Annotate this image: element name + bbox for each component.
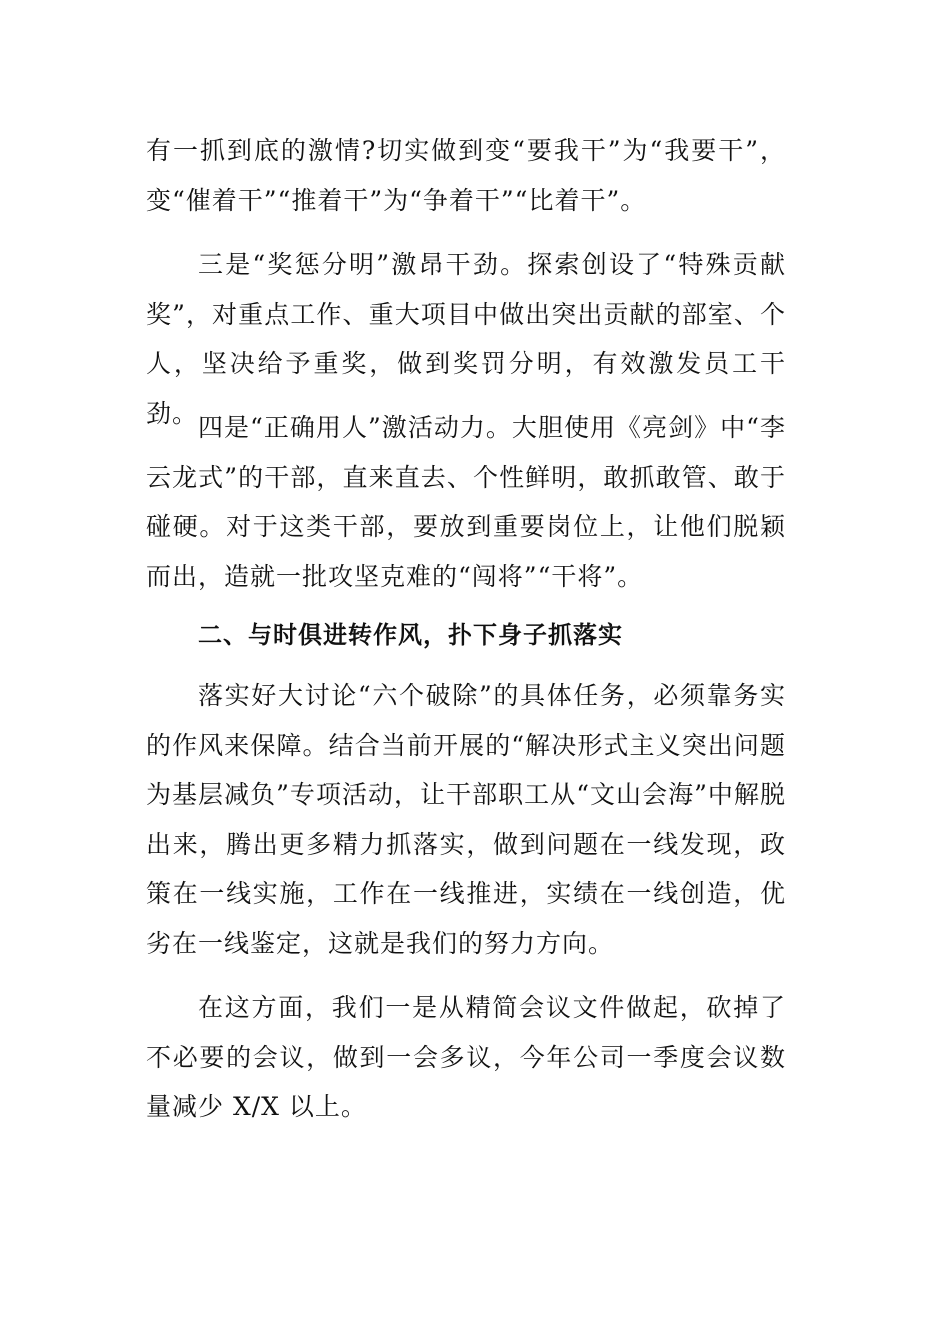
paragraph-work-style <box>146 671 786 968</box>
section-heading-text: 二、与时俱进转作风，扑下身子抓落实 <box>198 621 623 649</box>
paragraph-continuation <box>146 126 786 225</box>
paragraph-text: 落实好大讨论“六个破除”的具体任务，必须靠务实的作风来保障。结合当前开展的“解决形式主义突出问题为基层减负”专项活动，让干部职工从“文山会海”中解脱出来，腾出更多精力抓落实，做到问题在一线发现，政策在一线实施，工作在一线推进，实绩在一线创造，优劣在一线鉴定，这就是我们的努力方向。 <box>146 681 786 958</box>
paragraph-text: 有一抓到底的激情?切实做到变“要我干”为“我要干”，变“催着干”“推着干”为“争着干”“比着干”。 <box>146 136 786 215</box>
paragraph-right-people <box>146 403 786 601</box>
paragraph-text: 在这方面，我们一是从精简会议文件做起，砍掉了不必要的会议，做到一会多议，今年公司一季度会议数量减少 X/X 以上。 <box>146 993 786 1121</box>
paragraph-meetings <box>146 983 786 1132</box>
paragraph-text: 三是“奖惩分明”激昂干劲。探索创设了“特殊贡献奖”，对重点工作、重大项目中做出突出贡献的部室、个人，坚决给予重奖，做到奖罚分明，有效激发员工干劲。 <box>146 250 786 428</box>
section-heading <box>146 611 786 661</box>
paragraph-text: 四是“正确用人”激活动力。大胆使用《亮剑》中“李云龙式”的干部，直来直去、个性鲜明，敢抓敢管、敢于碰硬。对于这类干部，要放到重要岗位上，让他们脱颖而出，造就一批攻坚克难的“闯将”“干将”。 <box>146 413 786 591</box>
